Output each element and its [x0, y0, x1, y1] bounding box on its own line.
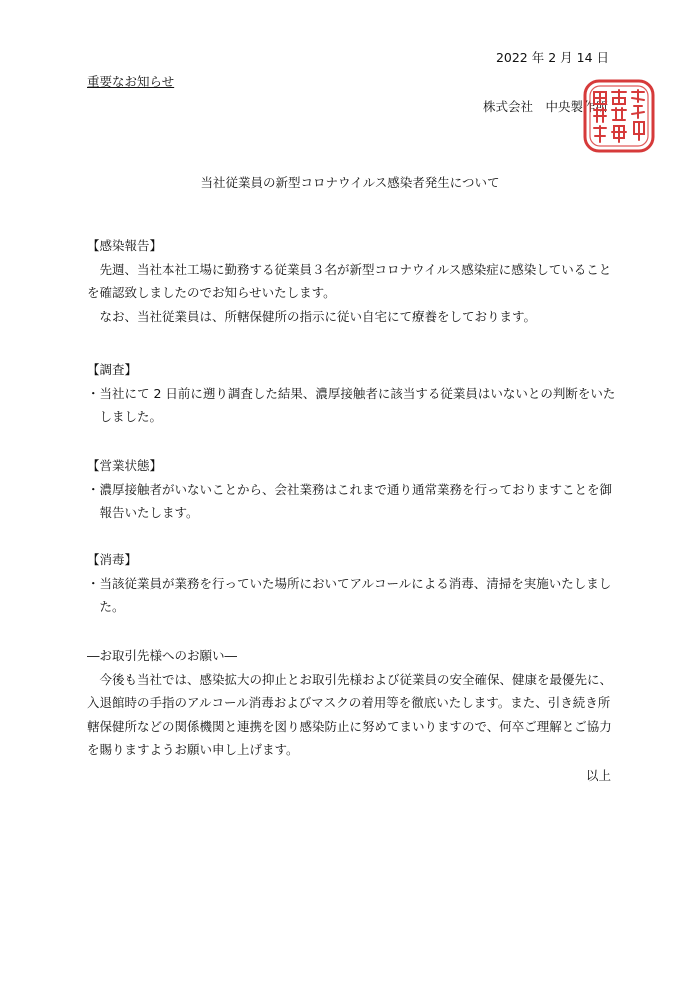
investigation-heading: 【調査】 [87, 362, 138, 377]
disinfection-heading: 【消毒】 [87, 552, 138, 567]
operations-bullet: ・濃厚接触者がいないことから、会社業務はこれまで通り通常業務を行っておりますことを御報告いたします。 [87, 481, 613, 520]
document-date: 2022 年 2 月 14 日 [495, 50, 609, 65]
report-paragraph-2: なお、当社従業員は、所轄保健所の指示に従い自宅にて療養をしております。 [99, 308, 537, 324]
document-title: 当社従業員の新型コロナウイルス感染者発生について [200, 175, 500, 190]
report-section [87, 234, 617, 328]
operations-heading: 【営業状態】 [87, 458, 163, 473]
request-section [87, 644, 617, 762]
company-name: 株式会社 中央製作所 [482, 99, 608, 114]
report-paragraph-1: 先週、当社本社工場に勤務する従業員３名が新型コロナウイルス感染症に感染していることを確認致しましたのでお知らせいたします。 [87, 261, 612, 300]
disinfection-bullet: ・当該従業員が業務を行っていた場所においてアルコールによる消毒、清掃を実施いたしました。 [87, 575, 612, 614]
closing-mark: 以上 [585, 768, 611, 783]
disinfection-section [87, 548, 617, 619]
operations-section [87, 454, 617, 525]
report-heading: 【感染報告】 [87, 238, 163, 253]
request-paragraph: 今後も当社では、感染拡大の抑止とお取引先様および従業員の安全確保、健康を最優先に、入退館時の手指のアルコール消毒およびマスクの着用等を徹底いたします。また、引き続き所轄保健所などの関係機関と連携を図り感染防止に努めてまいりますので、何卒ご理解とご協力を賜りますようお願い申し上げます。 [87, 671, 613, 757]
company-seal-icon [582, 78, 656, 154]
investigation-bullet: ・当社にて 2 日前に遡り調査した結果、濃厚接触者に該当する従業員はいないとの判断をいたしました。 [87, 385, 616, 424]
request-heading: ―お取引先様へのお願い― [87, 648, 238, 663]
investigation-section [87, 358, 617, 429]
important-notice-label: 重要なお知らせ [87, 74, 175, 89]
